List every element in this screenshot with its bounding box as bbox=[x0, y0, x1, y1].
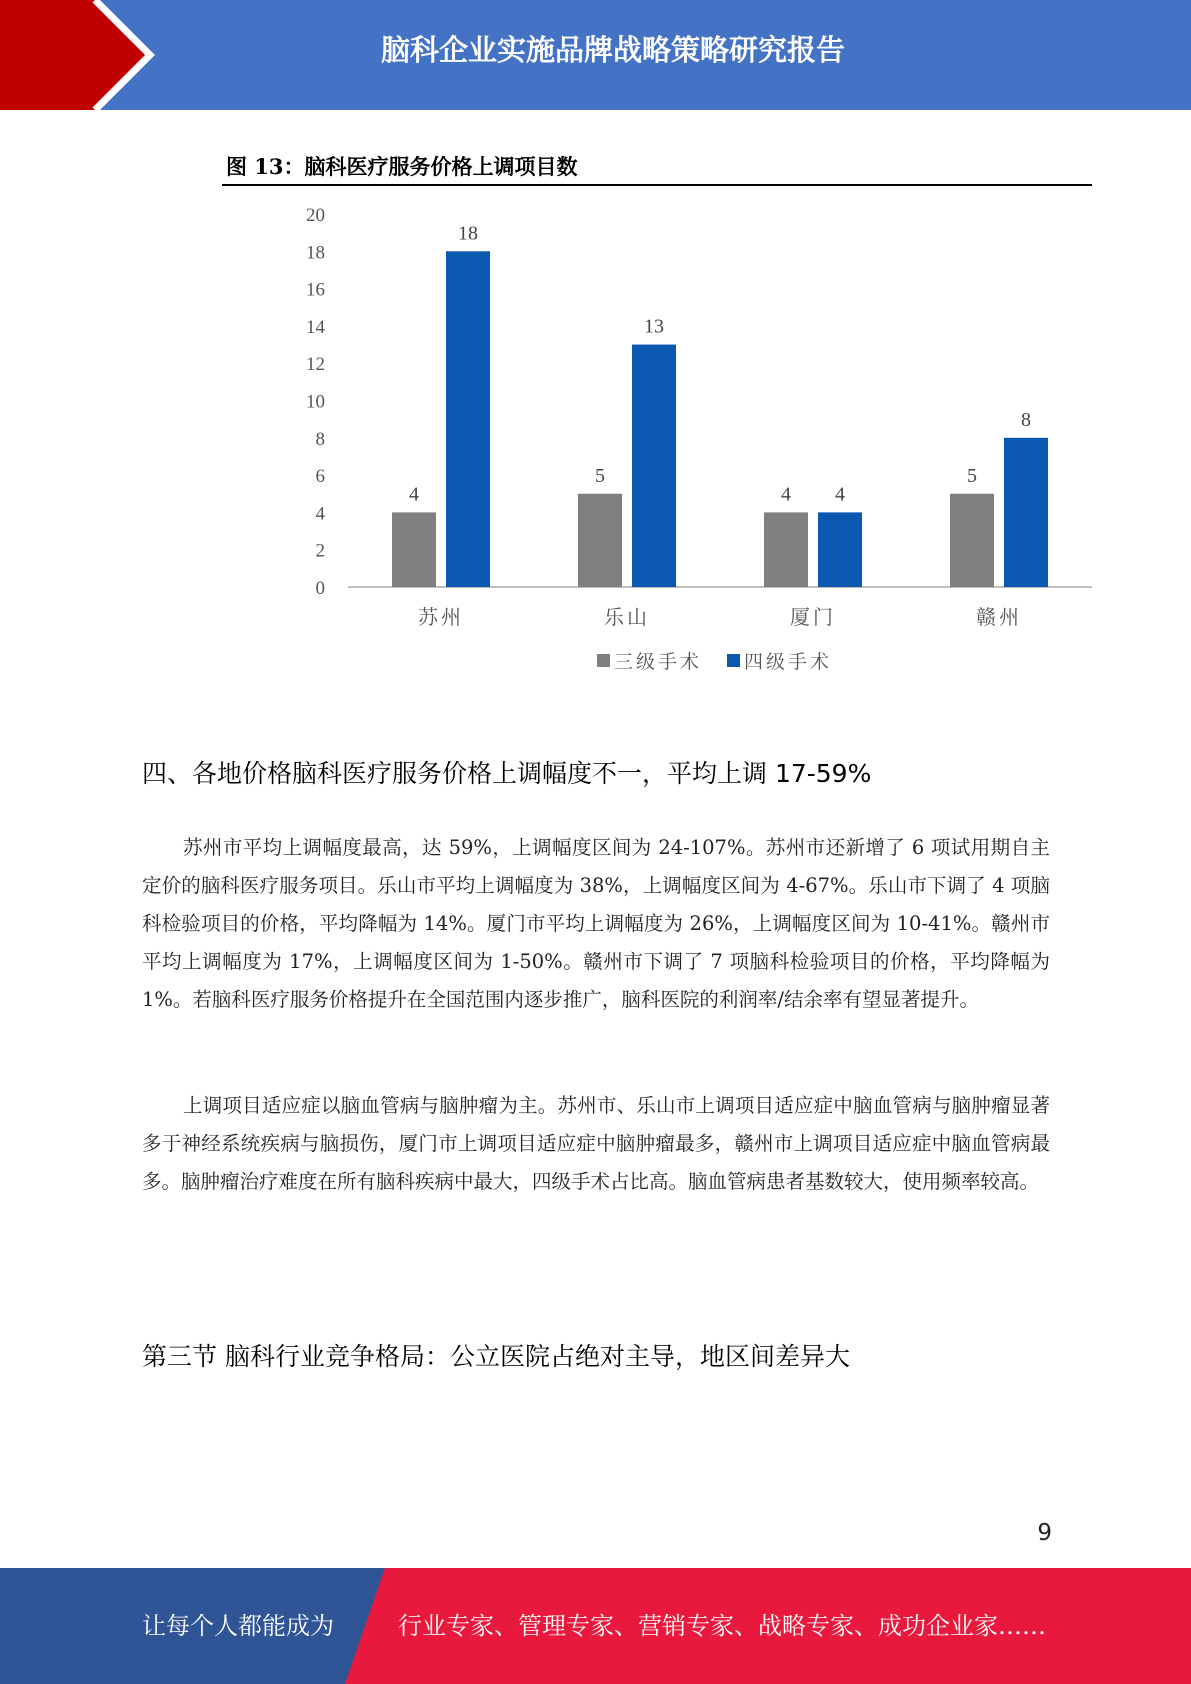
header-title: 脑科企业实施品牌战略策略研究报告 bbox=[380, 33, 845, 67]
section-heading-3: 第三节 脑科行业竞争格局：公立医院占绝对主导，地区间差异大 bbox=[142, 1342, 850, 1371]
bar-value-label: 5 bbox=[967, 464, 977, 487]
page-header bbox=[0, 0, 1191, 110]
legend-label-1: 四级手术 bbox=[744, 651, 833, 673]
bar-1 bbox=[1004, 438, 1048, 587]
legend-swatch-1 bbox=[727, 654, 740, 667]
paragraph-price-adjustment: 苏州市平均上调幅度最高，达 59%，上调幅度区间为 24-107%。苏州市还新增了 6 项试用期自主定价的脑科医疗服务项目。乐山市平均上调幅度为 38%，上调幅度区间为 4-67%。乐山市下调了 4 项脑科检验项目的价格，平均降幅为 14%。厦门市平均上调幅度为 26%，上调幅度区间为 10-41%。赣州市平均上调幅度为 17%，上调幅度区间为 1-50%。赣州市下调了 7 项脑科检验项目的价格，平均降幅为 1%。若脑科医疗服务价格提升在全国范围内逐步推广，脑科医院的利润率/结余率有望显著提升。 bbox=[142, 836, 1050, 1011]
x-category-label: 厦门 bbox=[790, 605, 836, 629]
bar-0 bbox=[950, 494, 994, 587]
footer-slogan-left: 让每个人都能成为 bbox=[142, 1612, 334, 1640]
y-tick-label: 20 bbox=[306, 205, 325, 226]
y-tick-label: 8 bbox=[315, 428, 325, 450]
x-category-label: 乐山 bbox=[604, 605, 650, 629]
figure-caption: 图 13：脑科医疗服务价格上调项目数 bbox=[222, 152, 1092, 186]
section-heading-4: 四、各地价格脑科医疗服务价格上调幅度不一，平均上调 17-59% bbox=[142, 759, 872, 788]
y-tick-label: 18 bbox=[306, 242, 325, 264]
page-number: 9 bbox=[1037, 1520, 1052, 1546]
bar-chart bbox=[222, 196, 1102, 696]
bar-0 bbox=[764, 512, 808, 587]
y-tick-label: 4 bbox=[315, 503, 325, 525]
y-tick-label: 2 bbox=[315, 540, 325, 562]
bar-value-label: 4 bbox=[409, 483, 419, 506]
bar-chart-svg bbox=[222, 196, 1102, 696]
bar-value-label: 13 bbox=[644, 315, 664, 338]
bar-0 bbox=[578, 494, 622, 587]
y-tick-label: 12 bbox=[306, 354, 325, 376]
y-tick-label: 6 bbox=[315, 466, 325, 488]
paragraph-indications: 上调项目适应症以脑血管病与脑肿瘤为主。苏州市、乐山市上调项目适应症中脑血管病与脑肿瘤显著多于神经系统疾病与脑损伤，厦门市上调项目适应症中脑肿瘤最多，赣州市上调项目适应症中脑血管病最多。脑肿瘤治疗难度在所有脑科疾病中最大，四级手术占比高。脑血管病患者基数较大，使用频率较高。 bbox=[142, 1094, 1050, 1193]
bar-value-label: 4 bbox=[781, 483, 791, 506]
bar-1 bbox=[446, 251, 490, 587]
legend-label-0: 三级手术 bbox=[614, 651, 703, 673]
bar-1 bbox=[632, 345, 676, 587]
y-tick-label: 14 bbox=[306, 316, 325, 338]
bar-1 bbox=[818, 512, 862, 587]
bar-0 bbox=[392, 512, 436, 587]
y-tick-label: 0 bbox=[315, 578, 325, 599]
bar-value-label: 18 bbox=[458, 222, 478, 245]
x-category-label: 赣州 bbox=[976, 605, 1022, 629]
bar-value-label: 8 bbox=[1021, 408, 1031, 431]
footer-slogan-right: 行业专家、管理专家、营销专家、战略专家、成功企业家…… bbox=[398, 1612, 1046, 1640]
y-tick-label: 10 bbox=[306, 391, 325, 413]
x-category-label: 苏州 bbox=[418, 605, 464, 629]
page-footer bbox=[0, 1568, 1191, 1684]
bar-value-label: 4 bbox=[835, 483, 845, 506]
legend-swatch-0 bbox=[597, 654, 610, 667]
y-tick-label: 16 bbox=[306, 279, 325, 301]
bar-value-label: 5 bbox=[595, 464, 605, 487]
